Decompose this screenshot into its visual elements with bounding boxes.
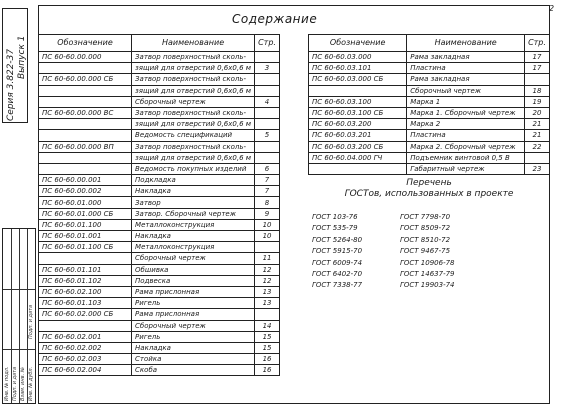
table-row: [39, 96, 280, 107]
row-code: [309, 163, 407, 174]
header-code: Обозначение: [39, 35, 132, 52]
table-row: [39, 342, 280, 353]
row-page: 7: [255, 186, 280, 197]
gost-item: ГОСТ 535-79: [312, 224, 358, 233]
row-name: зящий для отверстий 0,6х0,6 м: [132, 63, 255, 74]
gost-item: ГОСТ 7338-77: [312, 281, 363, 290]
table-row: [39, 253, 280, 264]
row-name: Накладка: [132, 231, 255, 242]
row-code: ПС 60-60.03.200: [309, 119, 407, 130]
row-name: Марка 2: [407, 119, 525, 130]
row-name: Подкладка: [132, 175, 255, 186]
series-sidebar: [2, 8, 28, 123]
stamp-label: Взам. инв. №: [20, 367, 26, 401]
stamp-label: Подп. и дата: [28, 304, 34, 339]
row-page: 21: [525, 130, 550, 141]
row-name: Марка 1. Сборочный чертеж: [407, 107, 525, 118]
gost-item: ГОСТ 9467-75: [400, 247, 451, 256]
row-page: 23: [525, 163, 550, 174]
stamp-label: Подп. и дата: [12, 366, 18, 401]
row-code: [39, 152, 132, 163]
table-row: [39, 331, 280, 342]
row-name: Марка 2. Сборочный чертеж: [407, 141, 525, 152]
table-row: [309, 119, 550, 130]
row-code: ПС 60-60.02.001: [39, 331, 132, 342]
row-name: Ведомость покупных изделий: [132, 163, 255, 174]
row-name: Скоба: [132, 365, 255, 376]
row-code: ПС 60-60.03.200 СБ: [309, 141, 407, 152]
row-page: [525, 152, 550, 163]
row-page: 19: [525, 96, 550, 107]
table-row: [39, 119, 280, 130]
stamp-label: Инв. № дубл.: [28, 366, 34, 401]
gost-item: ГОСТ 14637-79: [400, 270, 455, 279]
table-row: [39, 242, 280, 253]
table-row: [39, 309, 280, 320]
row-code: ПС 60-60.01.001: [39, 231, 132, 242]
row-code: [39, 85, 132, 96]
row-name: Подъемник винтовой 0,5 В: [407, 152, 525, 163]
row-code: ПС 60-60.03.101: [309, 63, 407, 74]
gost-list-heading: [308, 178, 550, 199]
row-name: Рама закладная: [407, 74, 525, 85]
row-code: [309, 85, 407, 96]
table-row: [309, 107, 550, 118]
table-row: [39, 264, 280, 275]
table-row: [39, 152, 280, 163]
row-page: [255, 52, 280, 63]
row-name: Металлоконструкция: [132, 219, 255, 230]
row-page: 3: [255, 63, 280, 74]
row-name: Затвор поверхностный сколь-: [132, 74, 255, 85]
row-name: Пластина: [407, 130, 525, 141]
row-code: [39, 119, 132, 130]
table-row: [39, 175, 280, 186]
row-code: ПС 60-60.03.000: [309, 52, 407, 63]
row-page: [255, 85, 280, 96]
row-code: ПС 60-60.03.000 СБ: [309, 74, 407, 85]
page-title: Содержание: [232, 12, 318, 26]
row-code: ПС 60-60.01.100: [39, 219, 132, 230]
row-code: ПС 60-60.02.002: [39, 342, 132, 353]
row-code: ПС 60-60.00.001: [39, 175, 132, 186]
row-name: Стойка: [132, 354, 255, 365]
gost-item: ГОСТ 103-76: [312, 213, 358, 221]
gost-item: ГОСТ 5915-70: [312, 247, 363, 256]
row-name: Накладка: [132, 186, 255, 197]
gost-item: ГОСТ 19903-74: [400, 281, 455, 290]
row-code: ПС 60-60.01.000 СБ: [39, 208, 132, 219]
table-row: [309, 85, 550, 96]
row-code: [39, 253, 132, 264]
row-page: 16: [255, 354, 280, 365]
contents-table-left: [38, 34, 280, 376]
table-row: [309, 141, 550, 152]
table-row: [309, 96, 550, 107]
table-row: [39, 107, 280, 118]
row-name: Рама прислонная: [132, 309, 255, 320]
table-row: [39, 186, 280, 197]
row-page: [255, 107, 280, 118]
row-name: Пластина: [407, 63, 525, 74]
gost-list-subtitle: ГОСТов, использованных в проекте: [344, 189, 514, 199]
table-row: [39, 141, 280, 152]
row-name: Накладка: [132, 342, 255, 353]
row-page: 9: [255, 208, 280, 219]
table-row: [309, 152, 550, 163]
row-name: Подвеска: [132, 275, 255, 286]
row-name: Сборочный чертеж: [132, 253, 255, 264]
row-code: ПС 60-60.03.201: [309, 130, 407, 141]
row-page: 12: [255, 264, 280, 275]
table-row: [39, 275, 280, 286]
row-page: [255, 309, 280, 320]
row-code: [39, 96, 132, 107]
header-code: Обозначение: [309, 35, 407, 52]
row-code: ПС 60-60.01.103: [39, 298, 132, 309]
table-row: [39, 219, 280, 230]
row-name: Затвор поверхностный сколь-: [132, 52, 255, 63]
row-page: 10: [255, 219, 280, 230]
row-page: [255, 74, 280, 85]
table-row: [39, 286, 280, 297]
row-code: [39, 320, 132, 331]
table-row: [39, 354, 280, 365]
row-name: Ведомость спецификаций: [132, 130, 255, 141]
header-page: Стр.: [525, 35, 550, 52]
row-page: [255, 242, 280, 253]
row-page: 15: [255, 331, 280, 342]
row-page: 17: [525, 63, 550, 74]
table-row: [39, 365, 280, 376]
row-code: ПС 60-60.02.100: [39, 286, 132, 297]
gost-item: ГОСТ 5264-80: [312, 235, 363, 244]
row-page: 6: [255, 163, 280, 174]
row-code: ПС 60-60.03.100: [309, 96, 407, 107]
row-name: зящий для отверстий 0,6х0,6 м: [132, 152, 255, 163]
row-code: ПС 60-60.02.000 СБ: [39, 309, 132, 320]
series-label: Серия 3.822-37: [6, 48, 16, 121]
row-page: 14: [255, 320, 280, 331]
table-row: [309, 163, 550, 174]
row-code: ПС 60-60.03.100 СБ: [309, 107, 407, 118]
row-page: 12: [255, 275, 280, 286]
row-code: [39, 63, 132, 74]
row-code: ПС 60-60.00.002: [39, 186, 132, 197]
contents-table-right: [308, 34, 550, 175]
header-page: Стр.: [255, 35, 280, 52]
table-row: [309, 130, 550, 141]
gost-item: ГОСТ 8509-72: [400, 224, 451, 233]
table-row: [39, 197, 280, 208]
row-page: 15: [255, 342, 280, 353]
row-page: 13: [255, 286, 280, 297]
row-code: ПС 60-60.02.004: [39, 365, 132, 376]
gost-item: ГОСТ 7798-70: [400, 213, 451, 221]
table-row: [39, 208, 280, 219]
table-row: [39, 320, 280, 331]
row-name: Металлоконструкция: [132, 242, 255, 253]
row-page: 7: [255, 175, 280, 186]
row-name: зящий для отверстий 0,6х0,6 м: [132, 119, 255, 130]
row-code: ПС 60-60.00.000 СБ: [39, 74, 132, 85]
row-page: 17: [525, 52, 550, 63]
gost-list-right: [400, 212, 455, 292]
row-page: 16: [255, 365, 280, 376]
table-row: [39, 63, 280, 74]
row-page: 8: [255, 197, 280, 208]
row-name: Рама закладная: [407, 52, 525, 63]
row-code: ПС 60-60.00.000 ВС: [39, 107, 132, 118]
gost-list-title: Перечень: [406, 178, 452, 188]
row-page: [255, 141, 280, 152]
row-page: [255, 152, 280, 163]
stamp-label: Инв. № подл.: [4, 366, 10, 401]
table-row: [39, 130, 280, 141]
row-page: 10: [255, 231, 280, 242]
row-code: ПС 60-60.00.000: [39, 52, 132, 63]
row-code: [39, 130, 132, 141]
issue-label: Выпуск 1: [17, 35, 27, 79]
row-name: Ригель: [132, 298, 255, 309]
table-row: [39, 52, 280, 63]
row-name: Затвор. Сборочный чертеж: [132, 208, 255, 219]
row-page: 5: [255, 130, 280, 141]
table-row: [39, 231, 280, 242]
row-code: ПС 60-60.01.102: [39, 275, 132, 286]
row-code: [39, 163, 132, 174]
row-name: Марка 1: [407, 96, 525, 107]
row-name: зящий для отверстий 0,6х0,6 м: [132, 85, 255, 96]
table-row: [39, 74, 280, 85]
table-row: [309, 74, 550, 85]
gost-item: ГОСТ 8510-72: [400, 235, 451, 244]
row-name: Рама прислонная: [132, 286, 255, 297]
row-name: Габаритный чертеж: [407, 163, 525, 174]
row-code: ПС 60-60.01.000: [39, 197, 132, 208]
row-page: [255, 119, 280, 130]
row-page: 11: [255, 253, 280, 264]
row-page: 20: [525, 107, 550, 118]
row-name: Сборочный чертеж: [132, 96, 255, 107]
gost-item: ГОСТ 6009-74: [312, 258, 363, 267]
row-page: [525, 74, 550, 85]
row-code: ПС 60-60.01.101: [39, 264, 132, 275]
gost-list-left: [312, 212, 362, 292]
gost-item: ГОСТ 10906-78: [400, 258, 455, 267]
gost-item: ГОСТ 6402-70: [312, 270, 363, 279]
row-page: 4: [255, 96, 280, 107]
approval-stamp: [2, 228, 36, 404]
row-page: 21: [525, 119, 550, 130]
row-name: Затвор поверхностный сколь-: [132, 107, 255, 118]
header-name: Наименование: [407, 35, 525, 52]
table-row: [39, 85, 280, 96]
row-code: ПС 60-60.01.100 СБ: [39, 242, 132, 253]
table-row: [39, 163, 280, 174]
row-name: Затвор: [132, 197, 255, 208]
row-code: ПС 60-60.02.003: [39, 354, 132, 365]
page-number: 2: [549, 4, 555, 13]
row-code: ПС 60-60.04.000 ГЧ: [309, 152, 407, 163]
table-row: [309, 63, 550, 74]
table-row: [309, 52, 550, 63]
row-page: 18: [525, 85, 550, 96]
row-name: Обшивка: [132, 264, 255, 275]
header-name: Наименование: [132, 35, 255, 52]
row-page: 22: [525, 141, 550, 152]
row-name: Сборочный чертеж: [407, 85, 525, 96]
row-name: Ригель: [132, 331, 255, 342]
row-code: ПС 60-60.00.000 ВП: [39, 141, 132, 152]
row-name: Сборочный чертеж: [132, 320, 255, 331]
row-name: Затвор поверхностный сколь-: [132, 141, 255, 152]
row-page: 13: [255, 298, 280, 309]
table-row: [39, 298, 280, 309]
